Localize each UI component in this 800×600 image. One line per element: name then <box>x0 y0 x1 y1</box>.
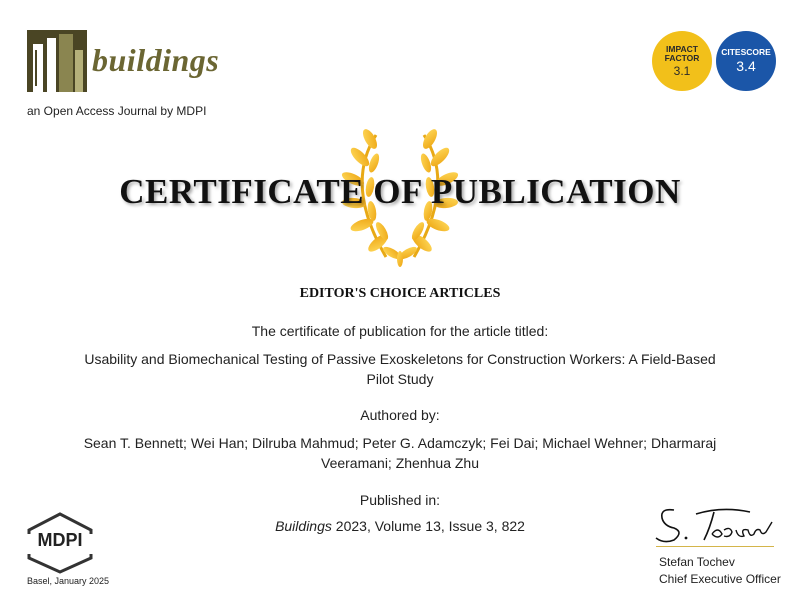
citescore-value: 3.4 <box>736 58 756 75</box>
mdpi-logo-text: MDPI <box>37 530 83 550</box>
place-and-date: Basel, January 2025 <box>27 576 110 586</box>
intro-text: The certificate of publication for the article titled: <box>251 323 549 339</box>
citescore-label: CITESCORE <box>721 47 771 58</box>
signature-line <box>656 546 774 547</box>
signer-name: Stefan Tochev <box>659 555 735 569</box>
article-title: Usability and Biomechanical Testing of Passive Exoskeletons for Construction Workers: A Field-Based Pilot Study <box>84 351 716 387</box>
journal-tagline: an Open Access Journal by MDPI <box>27 104 207 118</box>
award-category: EDITOR'S CHOICE ARTICLES <box>299 286 501 301</box>
impact-factor-label-1: IMPACT <box>666 43 698 54</box>
journal-name: buildings <box>92 42 220 78</box>
citation-journal: Buildings <box>275 518 332 534</box>
ceo-signature <box>652 500 777 545</box>
citation-year: 2023 <box>335 518 367 534</box>
published-in-label: Published in: <box>359 492 441 508</box>
author-list: Sean T. Bennett; Wei Han; Dilruba Mahmud; Peter G. Adamczyk; Fei Dai; Michael Wehner; Dharmaraj Veeramani; Zhenhua Zhu <box>83 435 717 471</box>
signer-role: Chief Executive Officer <box>659 572 781 586</box>
buildings-journal-logo-icon <box>27 30 87 92</box>
impact-factor-badge <box>652 31 712 91</box>
citation-details: , Volume 13, Issue 3, 822 <box>366 518 525 534</box>
impact-factor-value: 3.1 <box>673 63 691 78</box>
certificate-title: CERTIFICATE OF PUBLICATION <box>119 172 681 211</box>
citescore-badge <box>716 31 776 91</box>
impact-factor-label-2: FACTOR <box>664 52 700 63</box>
authored-by-label: Authored by: <box>360 407 440 423</box>
